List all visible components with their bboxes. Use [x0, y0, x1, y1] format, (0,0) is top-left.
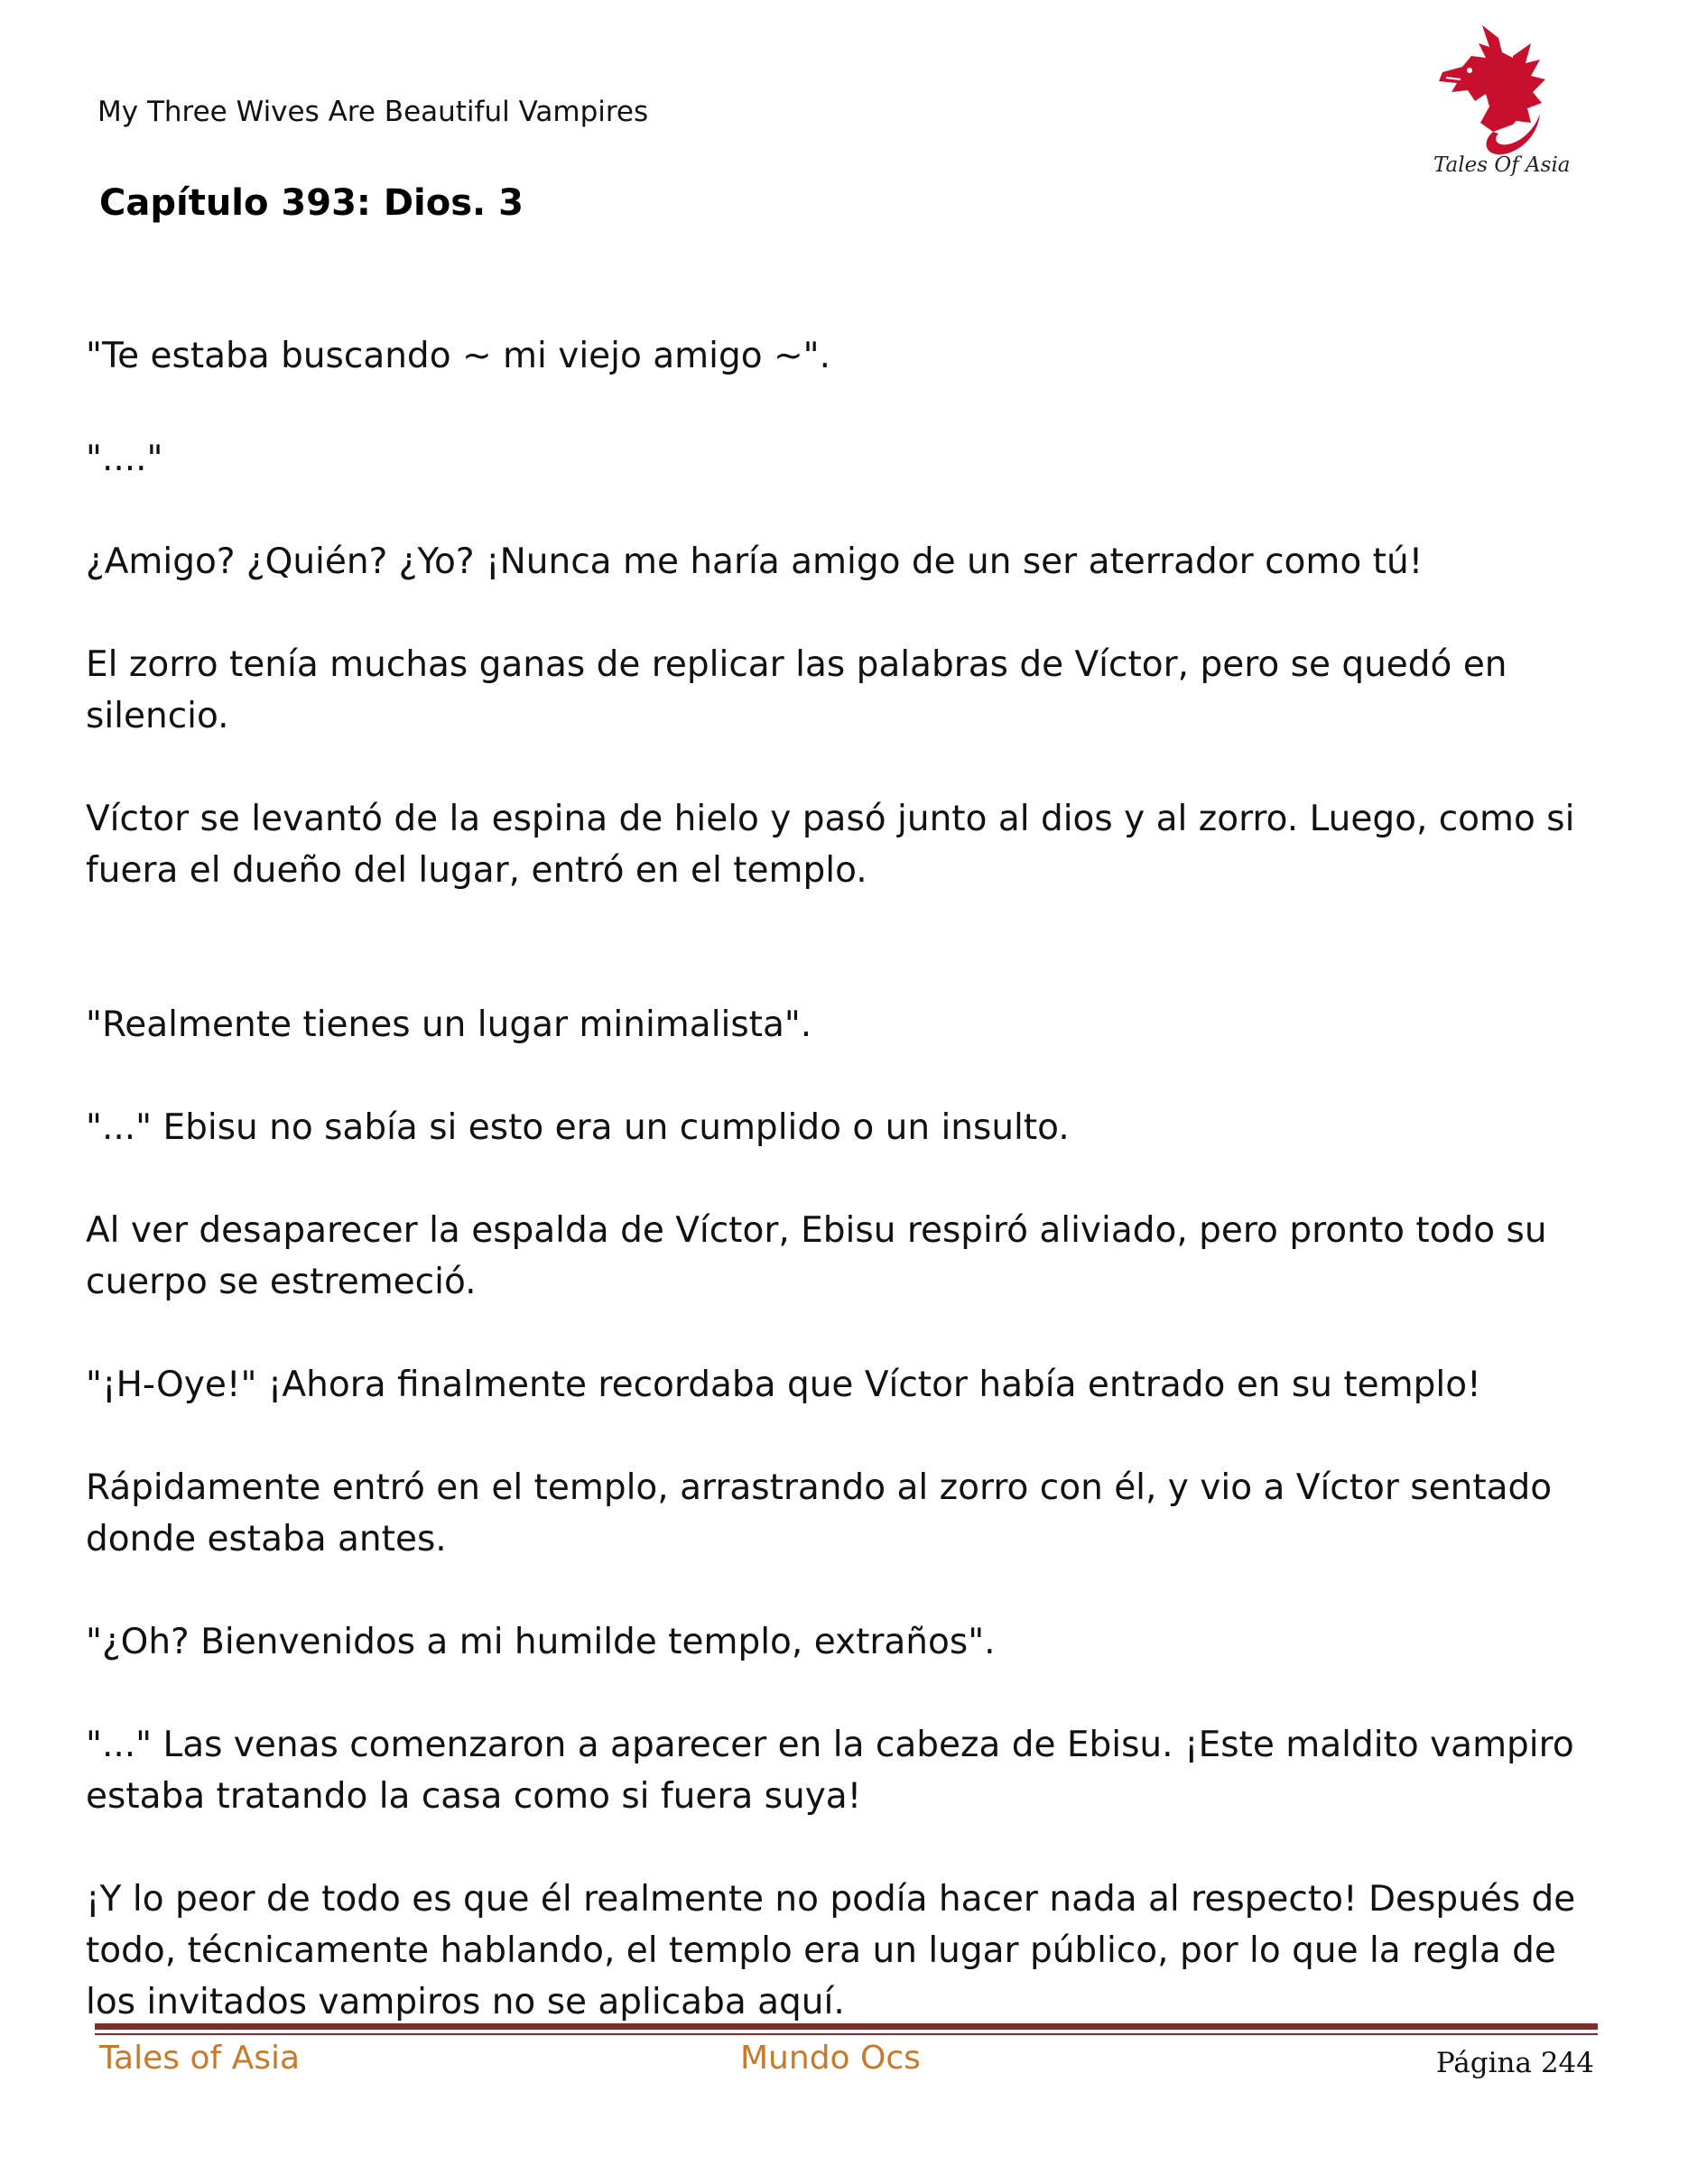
paragraph: "¿Oh? Bienvenidos a mi humilde templo, extraños". — [86, 1622, 996, 1662]
footer-site-name: Tales of Asia — [99, 2040, 301, 2077]
footer-divider-thin — [95, 2033, 1598, 2035]
paragraph: "Realmente tienes un lugar minimalista". — [86, 1004, 812, 1045]
paragraph: "..." Ebisu no sabía si esto era un cumplido o un insulto. — [86, 1107, 1070, 1148]
chapter-body — [86, 330, 1602, 2079]
paragraph: "¡H-Oye!" ¡Ahora finalmente recordaba que Víctor había entrado en su templo! — [86, 1365, 1481, 1405]
paragraph: Rápidamente entró en el templo, arrastrando al zorro con él, y vio a Víctor sentado donde estaba antes. — [86, 1467, 1553, 1559]
paragraph: "Te estaba buscando ~ mi viejo amigo ~". — [86, 336, 830, 376]
logo-text: Tales Of Asia — [1433, 153, 1571, 177]
chapter-title: Capítulo 393: Dios. 3 — [99, 182, 524, 224]
paragraph: ¡Y lo peor de todo es que él realmente no podía hacer nada al respecto! Después de todo, técnicamente hablando, el templo era un lugar público, por lo que la regla de los invitados vampiros no se aplicaba aquí. — [86, 1879, 1576, 2022]
paragraph: "...." — [86, 439, 163, 479]
page-number: Página 244 — [1435, 2047, 1594, 2079]
series-title: My Three Wives Are Beautiful Vampires — [97, 96, 649, 128]
footer-divider — [95, 2023, 1598, 2030]
paragraph: Al ver desaparecer la espalda de Víctor, Ebisu respiró aliviado, pero pronto todo su cuerpo se estremeció. — [86, 1210, 1547, 1302]
paragraph: Víctor se levantó de la espina de hielo y pasó junto al dios y al zorro. Luego, como si fuera el dueño del lugar, entró en el templo. — [86, 799, 1575, 891]
paragraph: ¿Amigo? ¿Quién? ¿Yo? ¡Nunca me haría amigo de un ser aterrador como tú! — [86, 541, 1424, 582]
footer-group-name: Mundo Ocs — [740, 2040, 921, 2077]
paragraph: El zorro tenía muchas ganas de replicar las palabras de Víctor, pero se quedó en silencio. — [86, 644, 1507, 736]
paragraph: "..." Las venas comenzaron a aparecer en la cabeza de Ebisu. ¡Este maldito vampiro estaba tratando la casa como si fuera suya! — [86, 1725, 1574, 1817]
